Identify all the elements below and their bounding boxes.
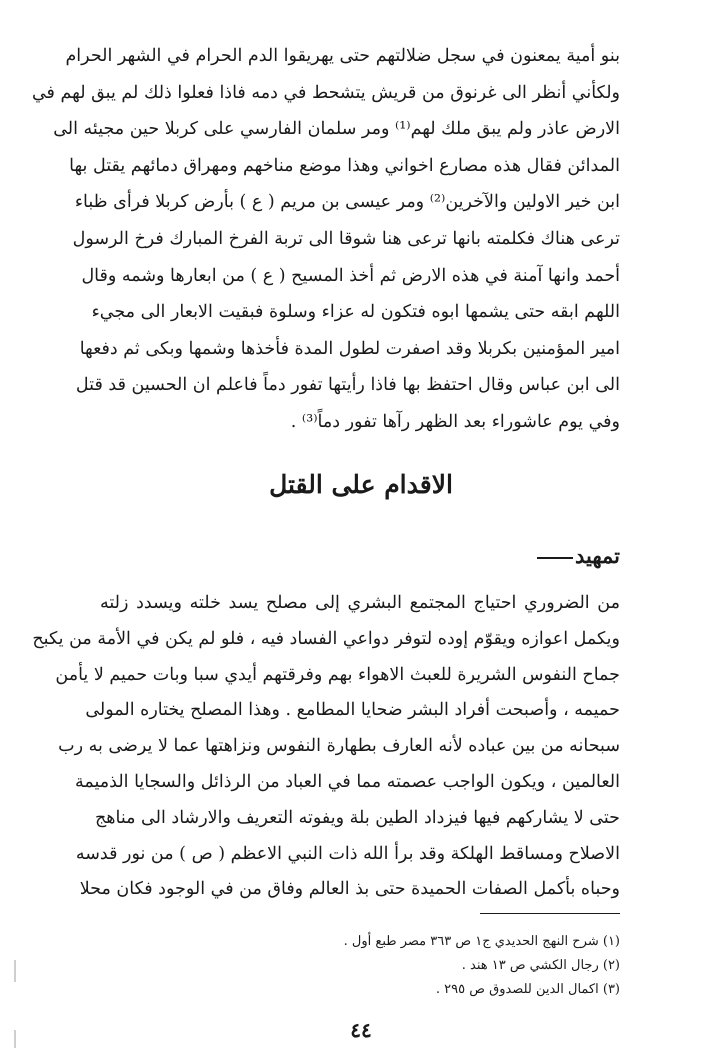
text-line: وفي يوم عاشوراء بعد الظهر رآها تفور دماً⁽³⁾ . — [290, 411, 620, 432]
text-line: وحباه بأكمل الصفات الحميدة حتى بذ العالم وفاق من في الوجود فكان محلا — [79, 879, 620, 900]
text-line: سبحانه من بين عباده لأنه العارف بطهارة النفوس ونزاهتها عما لا يرضى به رب — [58, 736, 620, 757]
text-line: ابن خير الاولين والآخرين⁽²⁾ ومر عيسى بن مريم ( ع ) بأرض كربلا فرأى ظباء — [74, 192, 620, 213]
text-line: اللهم ابقه حتى يشمها ابوه فتكون له عزاء وسلوة فبقيت الابعار الى مجيء — [91, 302, 620, 323]
footnote-item: (٣) اكمال الدين للصدوق ص ٢٩٥ . — [435, 982, 620, 997]
footnotes — [320, 930, 620, 1002]
section-title: الاقدام على القتل — [269, 470, 453, 499]
text-line: أحمد وانها آمنة في هذه الارض ثم أخذ المسيح ( ع ) من ابعارها وشمه وقال — [81, 265, 620, 286]
text-line: المدائن فقال هذه مصارع اخواني وهذا موضع مناخهم ومهراق دمائهم يقتل بها — [69, 155, 620, 176]
text-line: ويكمل اعوازه ويقوّم إوده لتوفر دواعي الفساد فيه ، فلو لم يكن في الأمة من يكبح — [32, 628, 620, 649]
text-line: جماح النفوس الشريرة للعبث الاهواء بهم وفرقتهم أيدي سبا وبات حميم لا يأمن — [55, 664, 620, 685]
text-line: حتى لا يشاركهم فيها فيزداد الطين بلة ويفوته التعريف والارشاد الى مناهج — [94, 807, 620, 828]
text-line: الارض عاذر ولم يبق ملك لهم⁽¹⁾ ومر سلمان الفارسي على كربلا حين مجيئه الى — [53, 119, 620, 140]
text-line: الاصلاح ومساقط الهلكة وقد برأ الله ذات النبي الاعظم ( ص ) من نور قدسه — [75, 843, 620, 864]
text-line: بنو أمية يمعنون في سجل ضلالتهم حتى يهريقوا الدم الحرام في الشهر الحرام — [65, 46, 620, 66]
intro-paragraph — [31, 38, 620, 441]
text-line: امير المؤمنين بكربلا وقد اصفرت لطول المدة فأخذها وشمها وبكى ثم دفعها — [79, 338, 620, 359]
subheading — [537, 543, 620, 568]
footnote-item: (١) شرح النهج الحديدي ج١ ص ٣٦٣ مصر طبع أول . — [343, 934, 620, 949]
text-line: ولكأني أنظر الى غرنوق من قريش يتشحط في دمه فاذا فعلوا ذلك لم يبق لهم في — [31, 82, 620, 103]
footnote-item: (٢) رجال الكشي ص ١٣ هند . — [461, 958, 620, 973]
text-line: من الضروري احتياج المجتمع البشري إلى مصلح يسد خلته ويسدد زلته — [100, 593, 620, 613]
text-line: حميمه ، وأصبحت أفراد البشر ضحايا المطامع . وهذا المصلح يختاره المولى — [85, 700, 620, 721]
footnote-separator — [480, 913, 620, 914]
text-line: ترعى هناك فكلمته بانها ترعى هنا شوقا الى تربة الفرخ المبارك فرخ الرسول — [72, 228, 620, 249]
subheading-text: تمهيد — [574, 543, 620, 568]
text-line: العالمين ، ويكون الواجب عصمته مما في العباد من الرذائل والسجايا الذميمة — [75, 771, 620, 792]
text-line: الى ابن عباس وقال احتفظ بها فاذا رأيتها تفور دماً فاعلم ان الحسين قد قتل — [75, 375, 620, 396]
page-number: ٤٤ — [350, 1018, 372, 1042]
main-paragraph — [32, 586, 620, 908]
subheading-underline — [537, 557, 573, 559]
scan-margin-mark — [14, 960, 16, 982]
scan-margin-mark — [14, 1030, 16, 1048]
